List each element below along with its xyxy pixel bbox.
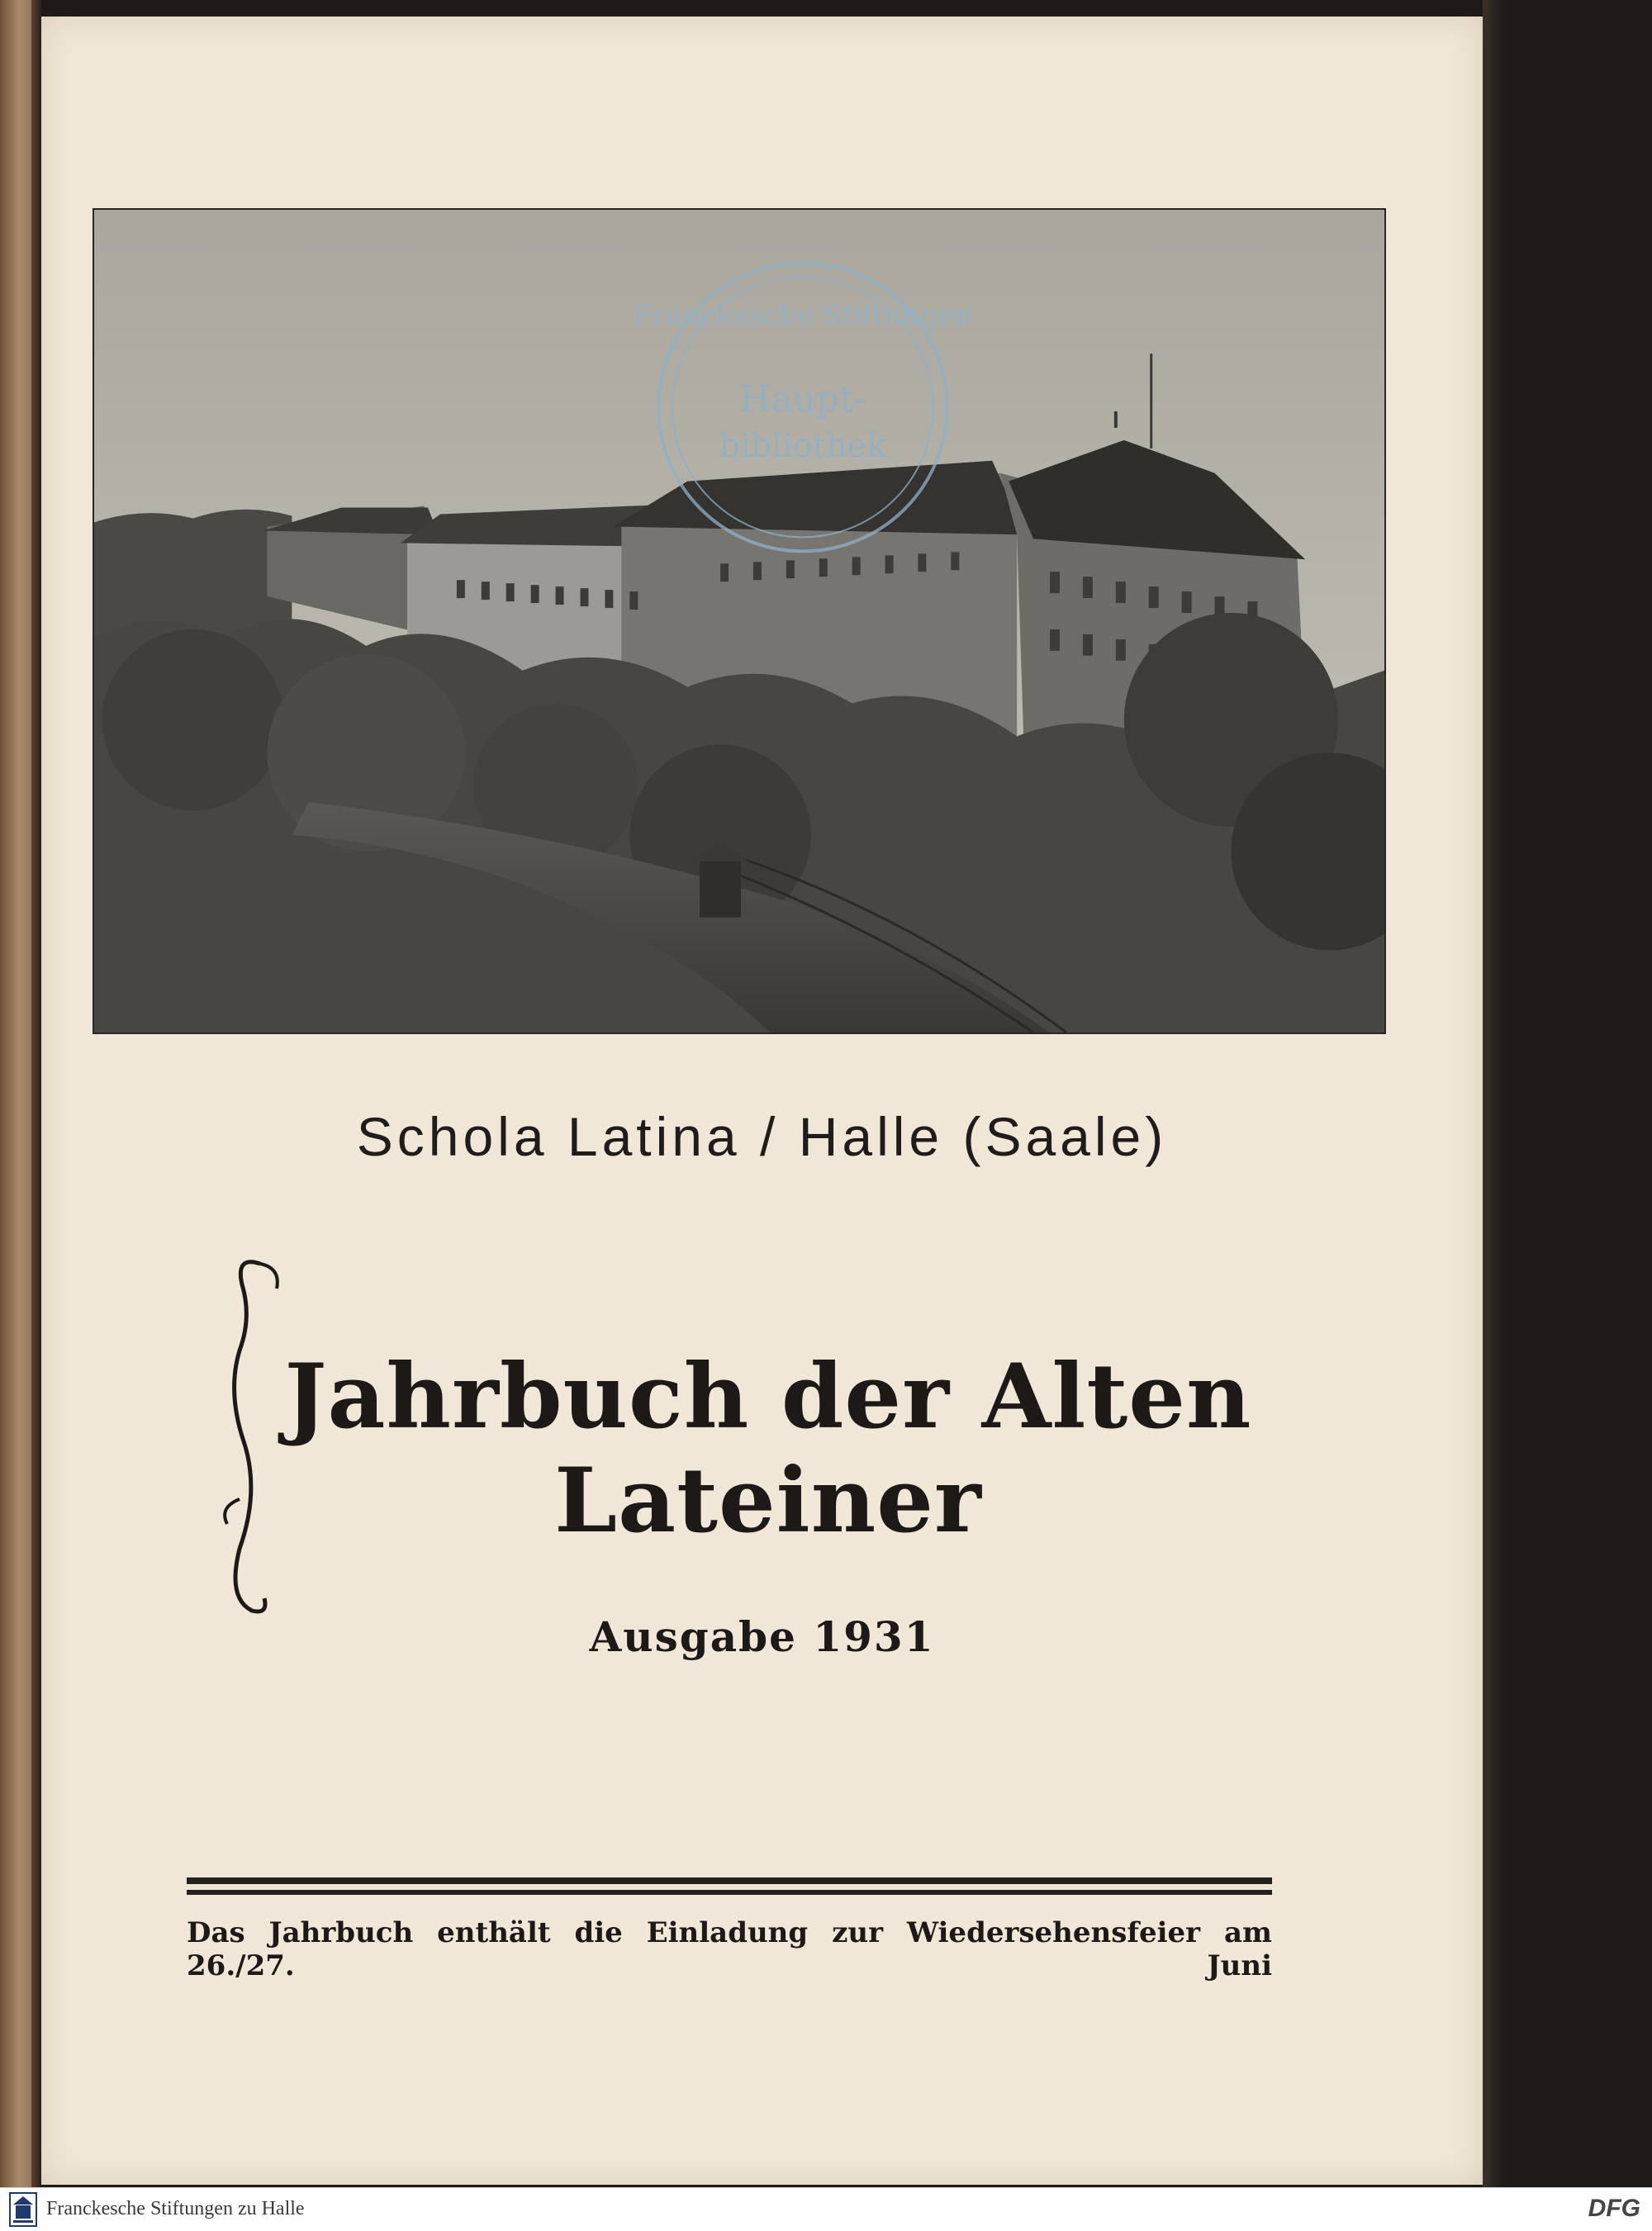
dfg-badge[interactable]: DFG [1588, 2195, 1640, 2222]
stamp-text-line-1: Franckesche Stiftungen [633, 299, 973, 332]
cover-photo [93, 208, 1386, 1034]
divider-thin [187, 1890, 1272, 1895]
yearbook-title: Jahrbuch der Alten Lateiner [284, 1345, 1252, 1553]
building-photo [94, 210, 1384, 1032]
divider-thick [187, 1877, 1272, 1884]
viewer-footer [0, 2187, 1652, 2231]
edition-label: Ausgabe 1931 [589, 1612, 935, 1661]
spine-edge [31, 0, 41, 2197]
cover-page [41, 17, 1483, 2185]
stamp-text-line-2: Haupt- [739, 378, 866, 421]
page-edge [1483, 0, 1503, 2197]
institution-name[interactable]: Franckesche Stiftungen zu Halle [46, 2198, 305, 2219]
invitation-note: Das Jahrbuch enthält die Einladung zur Wiedersehensfeier am 26./27. Juni [187, 1916, 1272, 1982]
school-subtitle: Schola Latina / Halle (Saale) [356, 1106, 1168, 1167]
foundation-logo-icon [8, 2191, 38, 2228]
stamp-text-line-3: bibliothek [719, 426, 887, 465]
